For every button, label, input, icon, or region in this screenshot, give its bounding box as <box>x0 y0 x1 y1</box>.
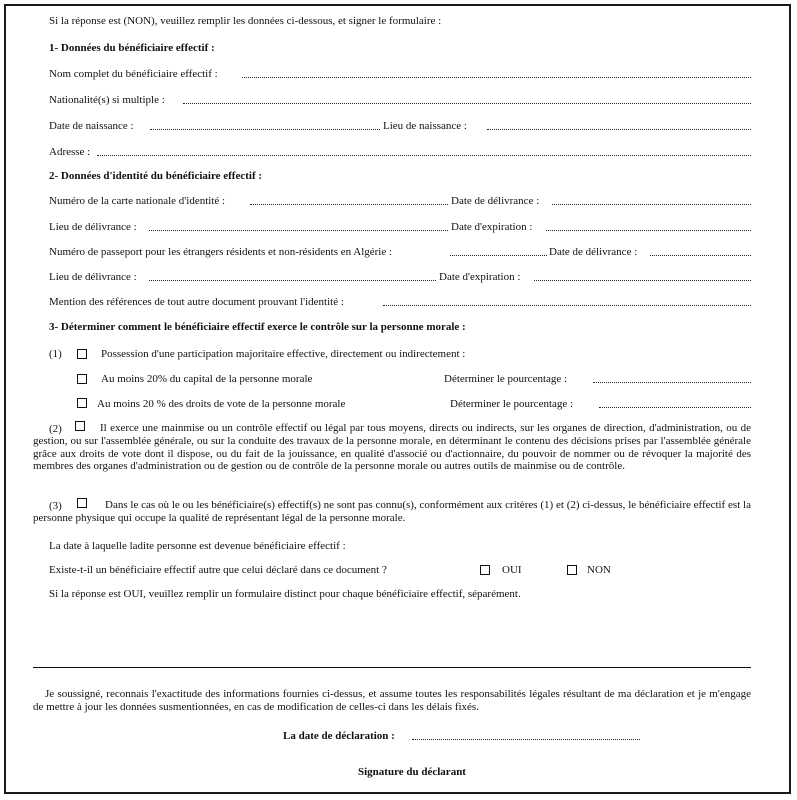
passport-issue-date-field[interactable] <box>650 246 751 256</box>
other-doc-label: Mention des références de tout autre document prouvant l'identité : <box>49 296 344 308</box>
oui-label: OUI <box>502 564 522 576</box>
birth-place-label: Lieu de naissance : <box>383 120 467 132</box>
section1-title: 1- Données du bénéficiaire effectif : <box>49 42 215 54</box>
option1-checkbox[interactable] <box>77 349 87 359</box>
non-checkbox[interactable] <box>567 565 577 575</box>
since-date-label: La date à laquelle ladite personne est devenue bénéficiaire effectif : <box>49 540 346 552</box>
full-name-label: Nom complet du bénéficiaire effectif : <box>49 68 218 80</box>
passport-issue-place-field[interactable] <box>149 271 436 281</box>
expiry-date-field[interactable] <box>546 221 751 231</box>
passport-expiry-label: Date d'expiration : <box>439 271 521 283</box>
option2-number: (2) <box>49 423 62 435</box>
votes-20-label: Au moins 20 % des droits de vote de la personne morale <box>97 398 346 410</box>
votes-20-checkbox[interactable] <box>77 398 87 408</box>
option3-number: (3) <box>49 500 62 512</box>
oui-checkbox[interactable] <box>480 565 490 575</box>
option2-text: Il exerce une mainmise ou un contrôle effectif ou légal par tous moyens, directs ou indirects, sur les organes de direction, d'administration, ou de gestion, ou sur l'assemblée générale, ou sur la conduite des travaux de la personne morale, en déterminant le contenu des décisions prises par l'assemblée générale grâce aux droits de vote dont il dispose, ou du fait de la jouissance, en qualité d'associé ou d'actionnaire, du pouvoir de nommer ou de révoquer la majorité des membres des organes d'administration ou de gestion ou de contrôle de la personne morale ou autres outils de mainmise ou de contrôle. <box>33 422 751 473</box>
passport-label: Numéro de passeport pour les étrangers résidents et non-résidents en Algérie : <box>49 246 393 258</box>
address-label: Adresse : <box>49 146 91 158</box>
nationality-field[interactable] <box>183 94 751 104</box>
address-field[interactable] <box>97 146 751 156</box>
section2-title: 2- Données d'identité du bénéficiaire effectif : <box>49 170 263 182</box>
capital-20-checkbox[interactable] <box>77 374 87 384</box>
issue-place-field[interactable] <box>149 221 448 231</box>
nationality-label: Nationalité(s) si multiple : <box>49 94 165 106</box>
capital-percent-field[interactable] <box>593 373 751 383</box>
passport-issue-date-label: Date de délivrance : <box>549 246 638 258</box>
passport-issue-place-label: Lieu de délivrance : <box>49 271 137 283</box>
passport-field[interactable] <box>450 246 547 256</box>
id-card-label: Numéro de la carte nationale d'identité : <box>49 195 226 207</box>
oui-instruction: Si la réponse est OUI, veuillez remplir un formulaire distinct pour chaque bénéficiaire effectif, séparément. <box>49 588 521 600</box>
birth-place-field[interactable] <box>487 120 751 130</box>
id-card-field[interactable] <box>250 195 448 205</box>
other-doc-field[interactable] <box>383 296 751 306</box>
other-beneficiary-question: Existe-t-il un bénéficiaire effectif autre que celui déclaré dans ce document ? <box>49 564 387 576</box>
declaration-date-field[interactable] <box>412 730 640 740</box>
option1-number: (1) <box>49 348 62 360</box>
declaration-text: Je soussigné, reconnais l'exactitude des informations fournies ci-dessus, et assume toutes les responsabilités légales résultant de ma déclaration et je m'engage de mettre à jour les données susmentionnées, en cas de modification de celles-ci dans les délais fixés. <box>33 688 751 713</box>
option1-label: Possession d'une participation majoritaire effective, directement ou indirectement : <box>101 348 466 360</box>
issue-date-field[interactable] <box>552 195 751 205</box>
declaration-date-label: La date de déclaration : <box>283 730 395 742</box>
intro-text: Si la réponse est (NON), veuillez remplir les données ci-dessous, et signer le formulaire : <box>49 15 442 27</box>
signature-label: Signature du déclarant <box>358 766 466 778</box>
capital-20-label: Au moins 20% du capital de la personne morale <box>101 373 313 385</box>
full-name-field[interactable] <box>242 68 751 78</box>
birth-date-label: Date de naissance : <box>49 120 134 132</box>
birth-date-field[interactable] <box>150 120 380 130</box>
separator-line <box>33 667 751 668</box>
issue-place-label: Lieu de délivrance : <box>49 221 137 233</box>
issue-date-label: Date de délivrance : <box>451 195 540 207</box>
expiry-date-label: Date d'expiration : <box>451 221 533 233</box>
non-label: NON <box>587 564 611 576</box>
passport-expiry-field[interactable] <box>534 271 751 281</box>
votes-percent-field[interactable] <box>599 398 751 408</box>
section3-title: 3- Déterminer comment le bénéficiaire effectif exerce le contrôle sur la personne morale : <box>49 321 466 333</box>
capital-percent-label: Déterminer le pourcentage : <box>444 373 568 385</box>
option3-text: Dans le cas où le ou les bénéficiaire(s) effectif(s) ne sont pas connu(s), conformément aux critères (1) et (2) ci-dessus, le bénéficiaire effectif est la personne physique qui occupe la qualité de représentant légal de la personne morale. <box>33 499 751 524</box>
votes-percent-label: Déterminer le pourcentage : <box>450 398 574 410</box>
